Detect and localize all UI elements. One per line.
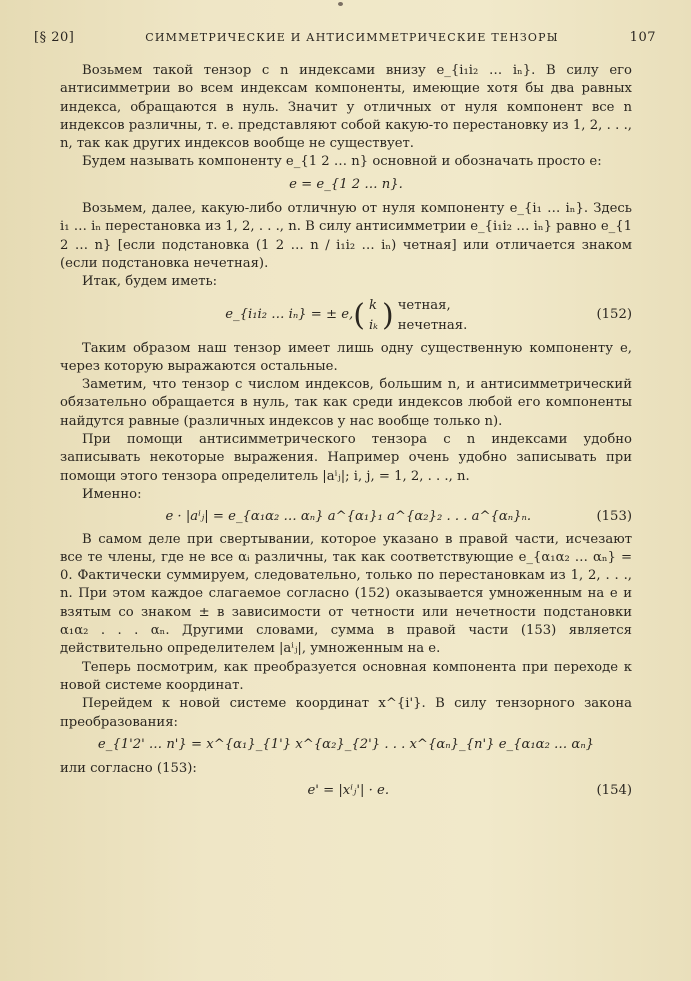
paragraph-1: Возьмем такой тензор с n индексами внизу e_{i₁i₂ … iₙ}. В силу его антисимметрии во всем индексам компоненты, имеющие хотя бы два равных индекса, обращаются в нуль. Значит у отличных от нуля компонент все n индексов различны, т. е. представляют собой какую-то перестановку из 1, 2, . . ., n, так как других индексов вообще не существует.: [60, 63, 632, 152]
paragraph-7: При помощи антисимметрического тензора с n индексами удобно записывать некоторые выражения. Например очень удобно записывать при помощи этого тензора определитель |aⁱⱼ|; i, j, = 1, 2, . . ., n.: [60, 432, 632, 484]
paragraph-5: Таким образом наш тензор имеет лишь одну существенную компоненту e, через которую выражаются остальные.: [60, 340, 632, 374]
paragraph-12: или согласно (153):: [60, 761, 197, 777]
equation-153: [60, 508, 632, 526]
paragraph-2: Будем называть компоненту e_{1 2 … n} основной и обозначать просто e:: [82, 154, 602, 170]
case-even: четная,: [397, 297, 451, 313]
left-paren: (: [353, 297, 365, 333]
equation-152-lhs: e_{i₁i₂ … iₙ} = ± e,: [225, 307, 354, 323]
chapter-title: СИММЕТРИЧЕСКИЕ И АНТИСИММЕТРИЧЕСКИЕ ТЕНЗОРЫ: [145, 31, 559, 44]
index-k: k: [368, 297, 377, 313]
equation-152: [60, 296, 632, 336]
section-number: [§ 20]: [34, 30, 75, 45]
paragraph-3: Возьмем, далее, какую-либо отличную от нуля компоненту e_{i₁ … iₙ}. Здесь i₁ … iₙ перестановка из 1, 2, . . ., n. В силу антисимметрии e_{i₁i₂ … iₙ} равно e_{1 2 … n} [если подстановка (1 2 … n / i₁i₂ … iₙ) четная] или отличается знаком (если подстановка нечетная).: [60, 201, 632, 271]
paragraph-9: В самом деле при свертывании, которое указано в правой части, исчезают все те члены, где не все αᵢ различны, так как соответствующие e_{α₁α₂ … αₙ} = 0. Фактически суммируем, следовательно, только по перестановкам из 1, 2, . . ., n. При этом каждое слагаемое согласно (152) оказывается умноженным на e и взятым со знаком ± в зависимости от четности или нечетности подстановки α₁α₂ . . . αₙ. Другими словами, сумма в правой части (153) является действительно определителем |aⁱⱼ|, умноженным на e.: [60, 531, 632, 657]
running-header: [34, 30, 656, 45]
equation-154: [60, 782, 632, 800]
equation-152-cases: [398, 296, 468, 336]
equation-152-number: (152): [596, 307, 632, 323]
paragraph-6: Заметим, что тензор с числом индексов, большим n, и антисимметрический обязательно обращается в нуль, так как среди индексов любой его компоненты найдутся равные (различных индексов у нас вообще только n).: [60, 377, 632, 429]
paragraph-11: Перейдем к новой системе координат x^{i'}. В силу тензорного закона преобразования:: [60, 696, 632, 730]
equation-153-body: e · |aⁱⱼ| = e_{α₁α₂ … αₙ} a^{α₁}₁ a^{α₂}₂ . . . a^{αₙ}ₙ.: [165, 509, 532, 525]
index-ik: iₖ: [368, 317, 378, 333]
paragraph-10: Теперь посмотрим, как преобразуется основная компонента при переходе к новой системе координат.: [60, 659, 632, 693]
equation-transform: e_{1'2' … n'} = x^{α₁}_{1'} x^{α₂}_{2'} . . . x^{αₙ}_{n'} e_{α₁α₂ … αₙ}: [97, 736, 595, 752]
equation-154-number: (154): [596, 783, 632, 799]
equation-153-number: (153): [596, 509, 632, 525]
equation-152-indices: [369, 296, 378, 336]
page-body: [60, 62, 632, 805]
page-number: 107: [629, 30, 656, 45]
right-paren: ): [381, 297, 394, 333]
case-odd: нечетная.: [397, 317, 468, 333]
equation-152-body: [225, 296, 471, 336]
equation-e: e = e_{1 2 … n}.: [289, 176, 403, 192]
paragraph-4: Итак, будем иметь:: [82, 274, 218, 290]
paragraph-8: Именно:: [82, 486, 142, 502]
page-speck: [338, 2, 343, 6]
equation-154-body: e' = |xⁱⱼ'| · e.: [307, 783, 390, 799]
